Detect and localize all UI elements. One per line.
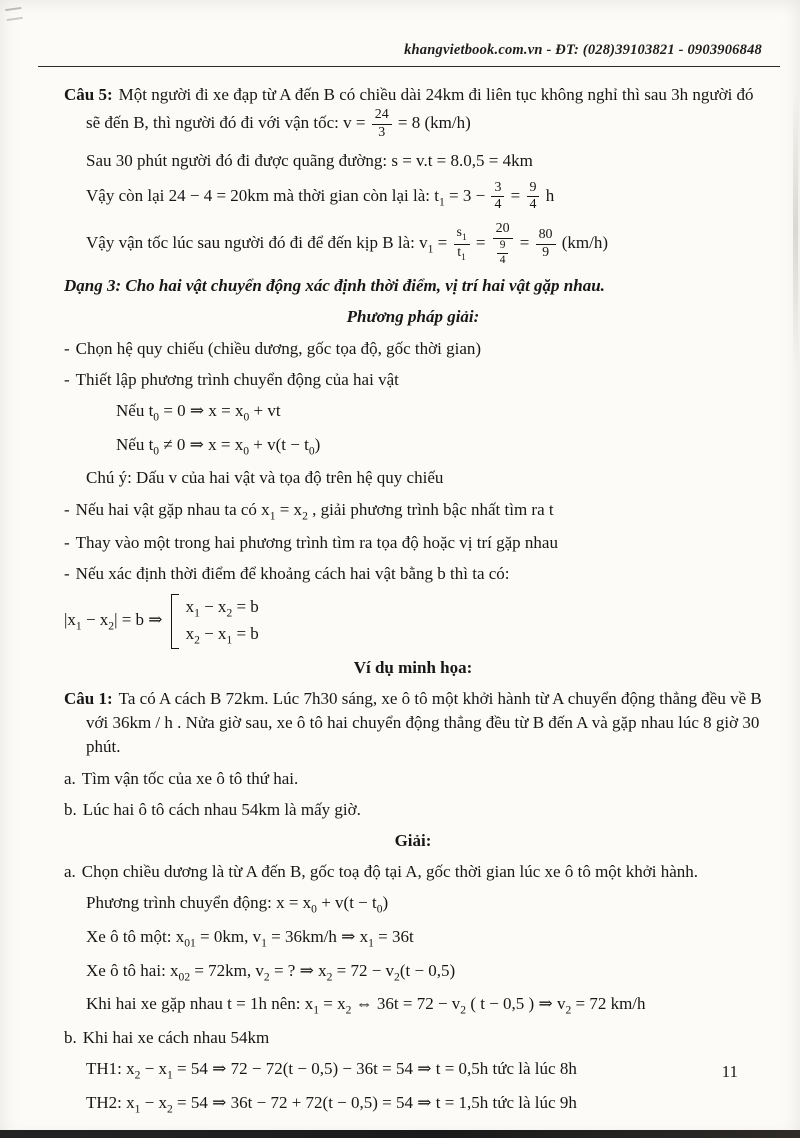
line-text: Ta có A cách B 72km. Lúc 7h30 sáng, xe ô tô một khởi hành từ A chuyển động thẳng đều về B với 36km / h . Nửa giờ sau, xe ô tô hai chuyển động thẳng đều từ B đến A và gặp nhau lúc 8 giờ 30 phút. xyxy=(86,689,762,757)
line-lead: a. xyxy=(64,861,76,881)
line-text: Dạng 3: Cho hai vật chuyển động xác định thời điểm, vị trí hai vật gặp nhau. xyxy=(64,276,605,296)
cases-top: $x_1 - x_2 = b$ xyxy=(185,596,259,619)
text-line xyxy=(86,180,762,214)
fraction: $\frac{80}{9}$ xyxy=(536,227,556,261)
line-text: Sau 30 phút người đó đi được quãng đường: s = v.t = 8.0,5 = 4km xyxy=(86,150,533,170)
text-line xyxy=(86,466,762,490)
line-text: Phương pháp giải: xyxy=(346,307,480,327)
page-number: 11 xyxy=(721,1062,738,1081)
line-text: Một người đi xe đạp từ A đến B có chiều dài 24km đi liên tục không nghỉ thì sau 3h người đó sẽ đến B, thì người đó đi với vận tốc: v = $\frac{24}{3}$ = 8 (km/h) xyxy=(86,85,754,140)
fraction: $\frac{3}{4}$ xyxy=(491,180,504,214)
text-line xyxy=(86,1091,762,1118)
cases-line xyxy=(64,594,762,649)
scan-artifact xyxy=(5,7,23,21)
line-text: Lúc hai ô tô cách nhau 54km là mấy giờ. xyxy=(82,799,361,819)
scan-edge-artifact xyxy=(0,1130,800,1138)
line-text: TH1: $x_2 - x_1 = 54$ ⇒ 72 − 72(t − 0,5) − 36t = 54 ⇒ t = 0,5h tức là lúc 8h xyxy=(86,1059,577,1082)
line-text: Nếu $t_0 = 0$ ⇒ $x = x_0$ + vt xyxy=(116,400,281,424)
text-line xyxy=(116,399,762,426)
text-line xyxy=(86,1057,762,1084)
fraction: $\frac{9}{4}$ xyxy=(497,239,509,267)
left-bracket-icon xyxy=(171,594,179,649)
fraction: $\frac{s_1}{t_1}$ xyxy=(454,225,470,264)
text-line xyxy=(64,337,762,361)
text-line xyxy=(64,829,762,853)
text-line xyxy=(86,221,762,267)
text-line xyxy=(86,891,762,918)
line-lead: Câu 1: xyxy=(64,689,113,709)
line-text: Chú ý: Dấu v của hai vật và tọa độ trên hệ quy chiếu xyxy=(86,468,444,488)
line-text: Giải: xyxy=(394,830,432,850)
document-body xyxy=(64,83,762,1118)
line-text: TH2: $x_1 - x_2 = 54$ ⇒ 36t − 72 + 72(t − 0,5) = 54 ⇒ t = 1,5h tức là lúc 9h xyxy=(86,1093,577,1116)
line-lead: b. xyxy=(64,799,77,819)
text-line xyxy=(64,1026,762,1050)
line-lead: - xyxy=(64,499,70,519)
line-text: Nếu $t_0 \ne 0$ ⇒ $x = x_0 + v(t - t_0)$ xyxy=(116,434,321,457)
line-text: Tìm vận tốc của xe ô tô thứ hai. xyxy=(81,768,299,788)
line-lead: - xyxy=(64,369,70,389)
cases-lhs: $|x_1 - x_2| = b$ ⇒ xyxy=(64,610,163,633)
text-line xyxy=(64,83,762,142)
line-text: Vậy còn lại 24 − 4 = 20km mà thời gian còn lại là: $t_1 = 3$ − $\frac{3}{4}$ = $\frac{9}{4}$ h xyxy=(86,179,555,213)
text-line xyxy=(64,305,762,329)
text-line xyxy=(64,368,762,392)
line-text: Nếu xác định thời điểm để khoảng cách hai vật bằng b thì ta có: xyxy=(75,564,510,584)
line-text: Thay vào một trong hai phương trình tìm ra tọa độ hoặc vị trí gặp nhau xyxy=(75,533,558,553)
text-line xyxy=(64,798,762,822)
line-lead: - xyxy=(64,338,70,358)
line-text: Phương trình chuyển động: $x = x_0 + v(t - t_0)$ xyxy=(86,893,389,916)
text-line xyxy=(64,767,762,791)
text-line xyxy=(64,531,762,555)
text-line xyxy=(86,925,762,952)
text-line xyxy=(64,687,762,759)
line-text: Thiết lập phương trình chuyển động của hai vật xyxy=(75,369,399,389)
text-line xyxy=(116,433,762,460)
line-text: Chọn hệ quy chiếu (chiều dương, gốc tọa độ, gốc thời gian) xyxy=(75,338,482,358)
cases-bottom: $x_2 - x_1 = b$ xyxy=(185,624,259,647)
text-line xyxy=(86,992,762,1019)
line-text: Khi hai xe gặp nhau t = 1h nên: $x_1 = x_2$ ⇔ $36t = 72 - v_2$ ( t − 0,5 ) ⇒ $v_2 = 72$ km/h xyxy=(86,994,646,1017)
line-text: Nếu hai vật gặp nhau ta có $x_1 = x_2$ , giải phương trình bậc nhất tìm ra t xyxy=(75,499,554,522)
cases-bracket-group xyxy=(171,594,259,649)
text-line xyxy=(64,860,762,884)
fraction: $\frac{24}{3}$ xyxy=(372,107,392,141)
line-lead: Câu 5: xyxy=(64,85,113,104)
scan-artifact xyxy=(793,90,798,370)
line-lead: b. xyxy=(64,1028,77,1048)
line-lead: - xyxy=(64,564,70,584)
header-publisher-info: khangvietbook.com.vn - ĐT: (028)39103821 - 0903906848 xyxy=(404,42,762,58)
line-text: Chọn chiều dương là từ A đến B, gốc toạ độ tại A, gốc thời gian lúc xe ô tô một khởi hành. xyxy=(81,861,699,881)
text-line xyxy=(64,498,762,525)
line-text: Khi hai xe cách nhau 54km xyxy=(82,1028,270,1048)
text-line xyxy=(64,562,762,586)
line-text: Ví dụ minh họa: xyxy=(353,658,473,678)
text-line xyxy=(86,959,762,986)
fraction: $\frac{9}{4}$ xyxy=(527,180,540,214)
line-text: Xe ô tô hai: $x_{02} = 72km$, $v_2$ = ? ⇒ $x_2 = 72 - v_2(t - 0,5)$ xyxy=(86,960,456,983)
text-line xyxy=(64,274,762,298)
line-text: Xe ô tô một: $x_{01} = 0km$, $v_1 = 36km/h$ ⇒ $x_1 = 36t$ xyxy=(86,926,414,950)
text-line xyxy=(86,149,762,173)
text-line xyxy=(64,656,762,680)
line-text: Vậy vận tốc lúc sau người đó đi để đến kịp B là: $v_1$ = $\frac{s_1}{t_1}$ = $\frac{20}{\frac{9}{4}}$ = $\frac{80}{9}$ (km/h) xyxy=(86,221,609,266)
line-lead: a. xyxy=(64,768,76,788)
fraction: $\frac{20}{\frac{9}{4}}$ xyxy=(492,221,514,267)
header-divider xyxy=(38,66,780,67)
line-lead: - xyxy=(64,533,70,553)
